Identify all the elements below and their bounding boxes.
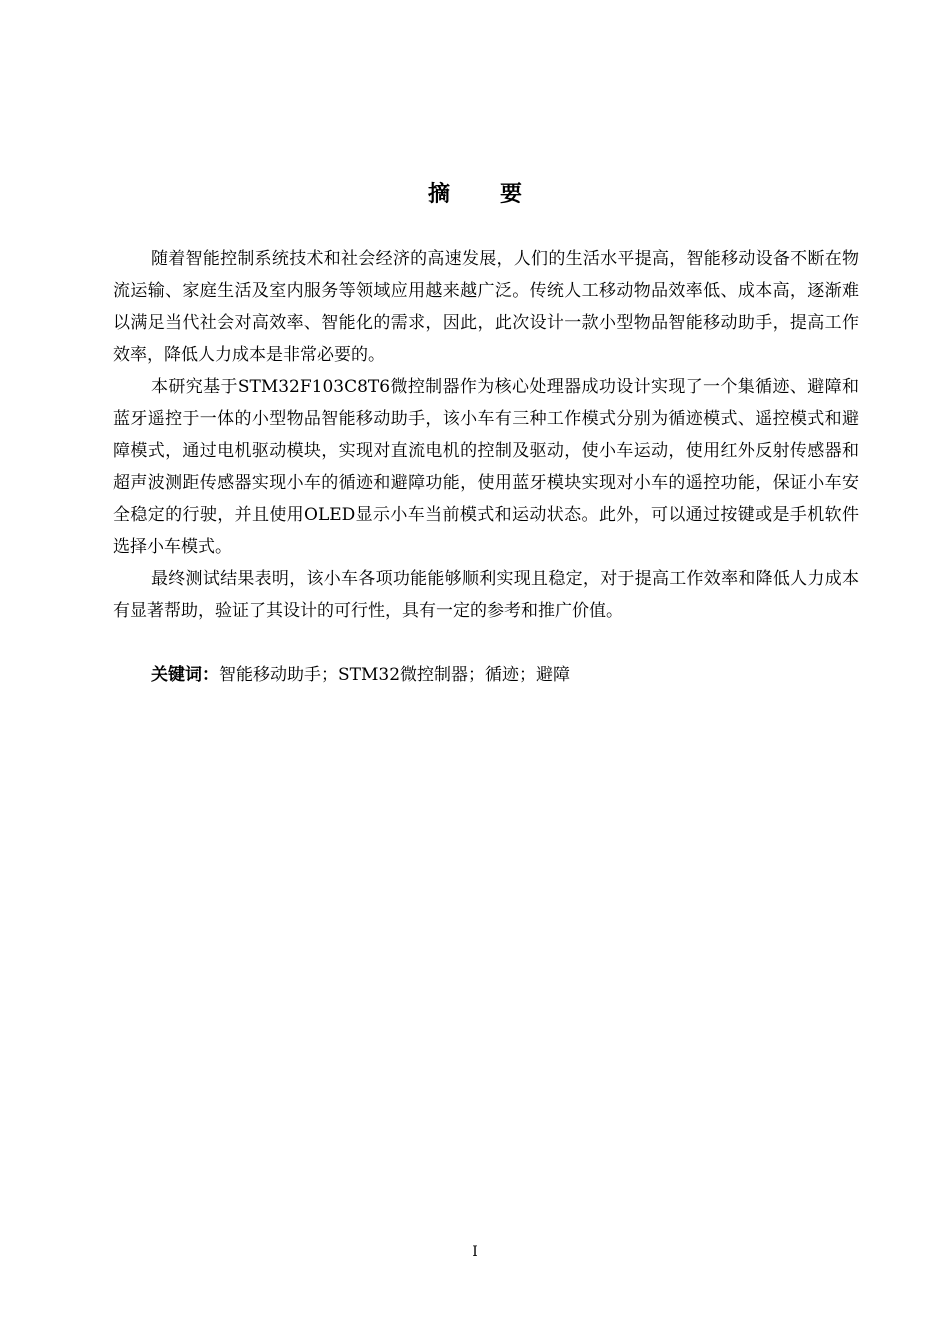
keywords-label: 关键词： [151, 665, 219, 685]
page-number: I [472, 1244, 478, 1260]
abstract-paragraph-2: 本研究基于STM32F103C8T6微控制器作为核心处理器成功设计实现了一个集循迹、避障和蓝牙遥控于一体的小型物品智能移动助手，该小车有三种工作模式分别为循迹模式、遥控模式和避障模式，通过电机驱动模块，实现对直流电机的控制及驱动，使小车运动，使用红外反射传感器和超声波测距传感器实现小车的循迹和避障功能，使用蓝牙模块实现对小车的遥控功能，保证小车安全稳定的行驶，并且使用OLED显示小车当前模式和运动状态。此外，可以通过按键或是手机软件选择小车模式。 [113, 377, 859, 557]
abstract-paragraph-1: 随着智能控制系统技术和社会经济的高速发展，人们的生活水平提高，智能移动设备不断在物流运输、家庭生活及室内服务等领域应用越来越广泛。传统人工移动物品效率低、成本高，逐渐难以满足当代社会对高效率、智能化的需求，因此，此次设计一款小型物品智能移动助手，提高工作效率，降低人力成本是非常必要的。 [113, 249, 859, 365]
abstract-title: 摘要 [427, 182, 572, 207]
keywords-line [151, 660, 859, 690]
keywords-text: 智能移动助手；STM32微控制器；循迹；避障 [219, 665, 571, 685]
abstract-paragraph-3: 最终测试结果表明，该小车各项功能能够顺利实现且稳定，对于提高工作效率和降低人力成本有显著帮助，验证了其设计的可行性，具有一定的参考和推广价值。 [113, 569, 859, 621]
abstract-body [113, 243, 859, 627]
